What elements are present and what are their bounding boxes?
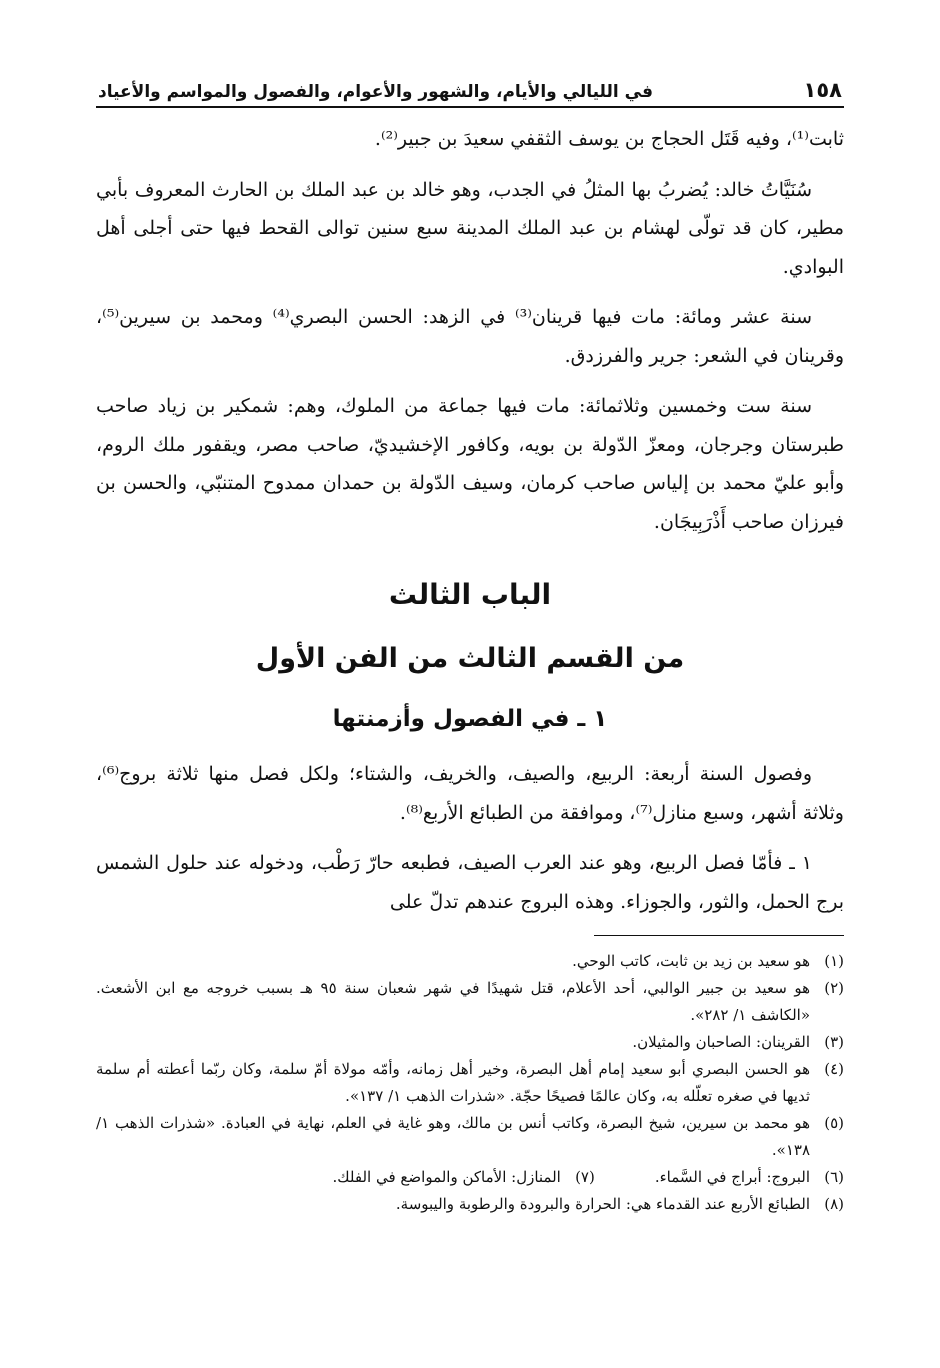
footnote-number: (٣) [824,1033,844,1051]
footnote-text: المنازل: الأماكن والمواضع في الفلك. [332,1168,561,1186]
paragraph: سُنَيَّاتُ خالد: يُضربُ بها المثلُ في الجدب، وهو خالد بن عبد الملك بن الحارث المعروف بأبي مطير، كان قد تولّى لهشام بن عبد الملك المدينة سبع سنين توالى القحط فيها حتى أجلى أهل البوادي. [96,178,844,278]
footnote-text: القرينان: الصاحبان والمثيلان. [632,1033,810,1051]
paragraph: ثابت⁽¹⁾، وفيه قَتَل الحجاج بن يوسف الثقفي سعيدَ بن جبير⁽²⁾. [374,128,844,150]
paragraph: ١ ـ فأمّا فصل الربيع، وهو عند العرب الصيف، فطبعه حارّ رَطْب، ودخوله عند حلول الشمس برج الحمل، والثور، والجوزاء. وهذه البروج عندهم تدلّ على [96,852,844,913]
section-title: ١ ـ في الفصول وأزمنتها [332,706,608,732]
footnote-text: هو سعيد بن جبير الوالبي، أحد الأعلام، قتل شهيدًا في شهر شعبان سنة ٩٥ هـ بسبب خروجه مع ابن الأشعث. «الكاشف ١/ ٢٨٢». [96,979,810,1024]
footnote [333,1164,595,1191]
footnote [655,1164,844,1191]
footnote-number: (٥) [824,1114,844,1132]
footnote [96,1056,844,1110]
footnote-number: (٧) [575,1168,595,1186]
paragraph: وفصول السنة أربعة: الربيع، والصيف، والخريف، والشتاء؛ ولكل فصل منها ثلاثة بروج⁽⁶⁾، وثلاثة أشهر، وسبع منازل⁽⁷⁾، وموافقة من الطبائع الأربع⁽⁸⁾. [96,763,844,824]
footnote [96,975,844,1029]
footnote-text: الطبائع الأربع عند القدماء هي: الحرارة والبرودة والرطوبة واليبوسة. [395,1195,810,1213]
footnote [96,1110,844,1164]
footnote-pair [96,1164,844,1191]
running-header [96,64,844,108]
paragraph: سنة ست وخمسين وثلاثمائة: مات فيها جماعة من الملوك، وهم: شمكير بن زياد صاحب طبرستان وجرجان، ومعزّ الدّولة بن بويه، وكافور الإخشيديّ، صاحب مصر، ويقفور ملك الروم، وأبو عليّ محمد بن إلياس صاحب كرمان، وسيف الدّولة بن حمدان ممدوح المتنبّي، والحسن بن فيرزان صاحب أَذْرَبِيجَان. [96,395,844,533]
footnote-number: (٤) [824,1060,844,1078]
footnote-text: البروج: أبراج في السَّماء. [654,1168,810,1186]
footnote [96,948,844,975]
page-number: ١٥٨ [803,78,842,102]
footnote-text: هو سعيد بن زيد بن ثابت، كاتب الوحي. [572,952,810,970]
chapter-subtitle: من القسم الثالث من الفن الأول [255,643,685,674]
footnote-text: هو الحسن البصري أبو سعيد إمام أهل البصرة، وخير أهل زمانه، وأمّه مولاة أمّ سلمة، وكان ربّما أعطته أم سلمة ثديها في صغره تعلّله به، وكان عالمًا فصيحًا حجّة. «شذرات الذهب ١/ ١٣٧». [96,1060,810,1105]
chapter-heading-block [96,575,844,737]
footnotes [96,948,844,1218]
running-title: في الليالي والأيام، والشهور والأعوام، والفصول والمواسم والأعياد [98,82,653,102]
chapter-title: الباب الثالث [388,578,552,611]
paragraph: سنة عشر ومائة: مات فيها قرينان⁽³⁾ في الزهد: الحسن البصري⁽⁴⁾ ومحمد بن سيرين⁽⁵⁾، وقرينان في الشعر: جرير والفرزدق. [96,306,844,367]
main-text [96,120,844,921]
footnote-number: (١) [824,952,844,970]
footnote [96,1191,844,1218]
footnote-number: (٢) [824,979,844,997]
footnote [96,1029,844,1056]
footnote-number: (٨) [824,1195,844,1213]
footnote-divider [594,935,844,936]
footnote-number: (٦) [824,1168,844,1186]
book-page [96,64,844,1354]
footnote-text: هو محمد بن سيرين، شيخ البصرة، وكاتب أنس بن مالك، وهو غاية في العلم، نهاية في العبادة. «شذرات الذهب ١/ ١٣٨». [96,1114,810,1159]
